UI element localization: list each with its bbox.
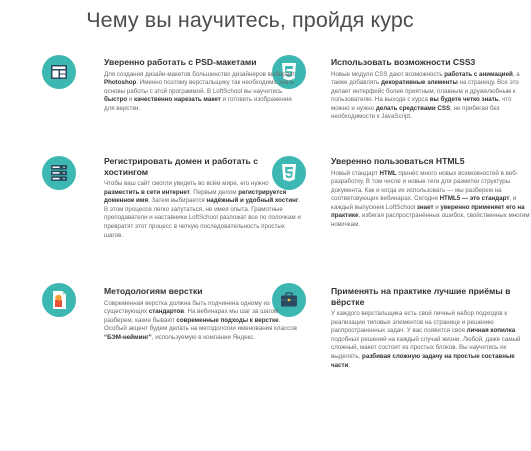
emphasis-text: декоративные элементы — [381, 79, 458, 87]
feature-title: Уверенно работать с PSD-макетами — [104, 57, 257, 67]
feature-description: У каждого верстальщика есть свой личный набор подходов к реализации типовых элементов на странице и решению распространенных задач. У вас появится своя личная копилка подобных решений на каждый случай жизни. Любой, даже самый сложный, макет состоит из простых блоков. Вы научитесь их выделять, разбивая сложную задачу на простые составные части. — [331, 310, 521, 369]
emphasis-text: HTML — [379, 169, 397, 177]
layout-mockup-icon — [42, 55, 76, 89]
feature-title: Применять на практике лучшие приёмы в вёрстке — [331, 286, 511, 307]
feature-title: Использовать возможности CSS3 — [331, 57, 476, 67]
emphasis-text: уверенно применяет его на практике — [331, 203, 525, 220]
emphasis-text: Photoshop — [104, 79, 137, 87]
feature-psd — [104, 57, 304, 113]
emphasis-text: качественно нарезать макет — [134, 96, 221, 104]
feature-hosting — [104, 156, 304, 240]
server-hosting-icon — [42, 156, 76, 190]
feature-best-practices — [331, 286, 531, 370]
emphasis-text: работать с анимацией — [444, 70, 513, 78]
emphasis-text: HTML5 — это стандарт — [439, 195, 510, 203]
emphasis-text: личная копилка — [466, 327, 516, 335]
methodology-document-icon — [42, 283, 76, 317]
emphasis-text: вы будете четко знать — [429, 96, 499, 104]
feature-description: Чтобы ваш сайт смогли увидеть во всём мире, его нужно разместить в сети интернет. Первым делом регистрируется доменное имя. Затем выбирается надёжный и удобный хостинг. В этом процессе легко запутаться, не имея опыта. Грамотные преподаватели и наставники LoftSchool разложат все по полочкам и превратят этот процесс в четкую последовательность простых шагов. — [104, 180, 301, 239]
emphasis-text: знает — [416, 203, 434, 211]
emphasis-text: разбивая сложную задачу на простые составные части — [331, 352, 515, 369]
feature-css3 — [331, 57, 531, 122]
feature-html5 — [331, 156, 531, 230]
feature-methodology — [104, 286, 304, 342]
feature-description: Для создания дизайн-макетов большинство дизайнеров выбирает Photoshop. Именно поэтому верстальщику так необходимо знать основы работы с этой программой. В LoftSchool вы научитесь быстро и качественно нарезать макет и готовить изображения для верстки. — [104, 70, 296, 112]
feature-description: Новый стандарт HTML принёс много новых возможностей в веб-разработку. В том числе и новые теги для разметки структуры документа. Как и когда их использовать — мы разберем на соответсвующих вебинарах. Сегодня HTML5 — это стандарт, и каждый выпускник LoftSchool знает и уверенно применяет его на практике, избегая распространённых ошибок, свойственных многим новичкам. — [331, 169, 530, 229]
emphasis-text: надёжный и удобный хостинг — [206, 197, 299, 205]
emphasis-text: делать средствами CSS — [375, 104, 451, 112]
feature-description: Новые модули CSS дают возможность работать с анимацией, а также добавлять декоративные элементы на страницу. Все это делает интерфейс более приятным, плавным и дружелюбным к пользователю. На выходе с курса вы будете четко знать, что можно и нужно делать средствами CSS, не прибегая без необходимости к JavaScript. — [331, 70, 520, 121]
emphasis-text: разместить в сети интернет — [104, 188, 190, 196]
emphasis-text: регистрируется доменное имя — [104, 188, 287, 205]
emphasis-text: стандартов — [148, 308, 185, 316]
emphasis-text: быстро — [104, 96, 128, 104]
section-heading: Чему вы научитесь, пройдя курс — [86, 8, 414, 32]
emphasis-text: “БЭМ-нейминг” — [104, 333, 152, 341]
feature-title: Уверенно пользоваться HTML5 — [331, 156, 465, 166]
emphasis-text: современные подходы к верстке — [176, 316, 279, 324]
feature-description: Современная верстка должна быть подчинена одному из существующих стандартов. На вебинарах мы шаг за шагом разберем, какие бывают современные подходы к верстке. Особый акцент будем делать на методологии именования классов “БЭМ-нейминг”, используемую в компании Яндекс. — [104, 299, 297, 341]
feature-title: Методологиям верстки — [104, 286, 203, 296]
feature-title: Регистрировать домен и работать с хостингом — [104, 156, 259, 177]
